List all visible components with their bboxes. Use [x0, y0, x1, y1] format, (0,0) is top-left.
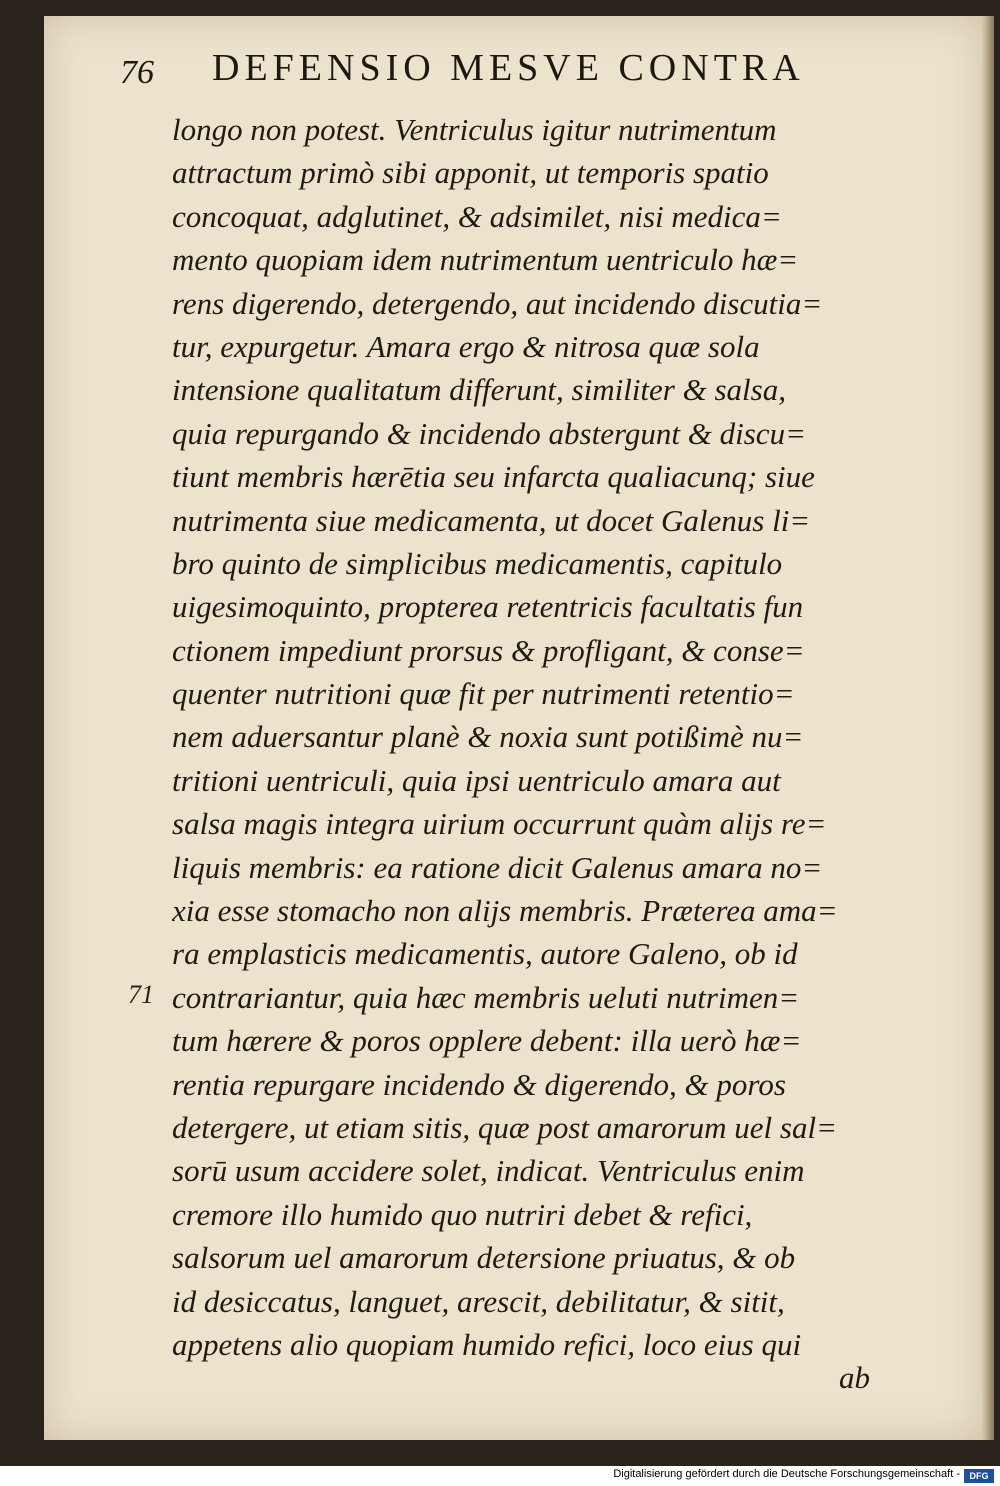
- text-line: id desiccatus, languet, arescit, debilitatur, & sitit,: [172, 1283, 785, 1319]
- text-line: nem aduersantur planè & noxia sunt potißimè nu=: [172, 719, 804, 755]
- text-line: cremore illo humido quo nutriri debet & refici,: [172, 1196, 753, 1232]
- text-line: rens digerendo, detergendo, aut incidendo discutia=: [172, 285, 823, 321]
- text-line: xia esse stomacho non alijs membris. Præterea ama=: [172, 893, 838, 929]
- text-line: salsorum uel amarorum detersione priuatus, & ob: [172, 1240, 796, 1276]
- margin-line-number: 71: [128, 980, 154, 1009]
- funding-credit: Digitalisierung gefördert durch die Deutsche Forschungsgemeinschaft -: [613, 1468, 960, 1480]
- dfg-logo: DFG: [964, 1469, 994, 1483]
- page-number: 76: [120, 54, 154, 91]
- text-line: salsa magis integra uirium occurrunt quàm alijs re=: [172, 806, 827, 842]
- running-head: DEFENSIO MESVE CONTRA: [212, 47, 805, 89]
- text-line: appetens alio quopiam humido refici, loco eius qui: [172, 1326, 802, 1362]
- text-line: concoquat, adglutinet, & adsimilet, nisi medica=: [172, 198, 782, 234]
- text-line: sorū usum accidere solet, indicat. Ventriculus enim: [172, 1153, 805, 1189]
- text-line: bro quinto de simplicibus medicamentis, capitulo: [172, 545, 783, 581]
- text-line: tiunt membris hærētia seu infarcta qualiacunq; siue: [172, 459, 815, 495]
- catchword: ab: [839, 1360, 870, 1395]
- text-line: attractum primò sibi apponit, ut temporis spatio: [172, 155, 769, 191]
- text-line: ctionem impediunt prorsus & profligant, & conse=: [172, 632, 805, 668]
- text-line: detergere, ut etiam sitis, quæ post amarorum uel sal=: [172, 1109, 838, 1145]
- text-line: rentia repurgare incidendo & digerendo, & poros: [172, 1066, 786, 1102]
- text-line: quia repurgando & incidendo abstergunt & discu=: [172, 415, 806, 451]
- text-line: tur, expurgetur. Amara ergo & nitrosa quæ sola: [172, 328, 760, 364]
- text-line: intensione qualitatum differunt, similiter & salsa,: [172, 372, 786, 408]
- page-edge: [982, 16, 994, 1440]
- text-line: longo non potest. Ventriculus igitur nutrimentum: [172, 112, 777, 147]
- text-line: ra emplasticis medicamentis, autore Galeno, ob id: [172, 936, 798, 972]
- page-header: [120, 46, 880, 106]
- text-line: contrariantur, quia hæc membris ueluti nutrimen=: [172, 979, 800, 1015]
- footer-bar: [0, 1466, 1000, 1486]
- text-line: uigesimoquinto, propterea retentricis facultatis fun: [172, 589, 804, 625]
- text-line: mento quopiam idem nutrimentum uentriculo hæ=: [172, 242, 799, 278]
- text-line: liquis membris: ea ratione dicit Galenus amara no=: [172, 849, 823, 885]
- text-block: [172, 108, 882, 1366]
- text-line: tum hærere & poros opplere debent: illa uerò hæ=: [172, 1023, 802, 1059]
- text-line: nutrimenta siue medicamenta, ut docet Galenus li=: [172, 502, 811, 538]
- text-line: tritioni uentriculi, quia ipsi uentriculo amara aut: [172, 762, 781, 798]
- text-line: quenter nutritioni quæ fit per nutrimenti retentio=: [172, 676, 795, 712]
